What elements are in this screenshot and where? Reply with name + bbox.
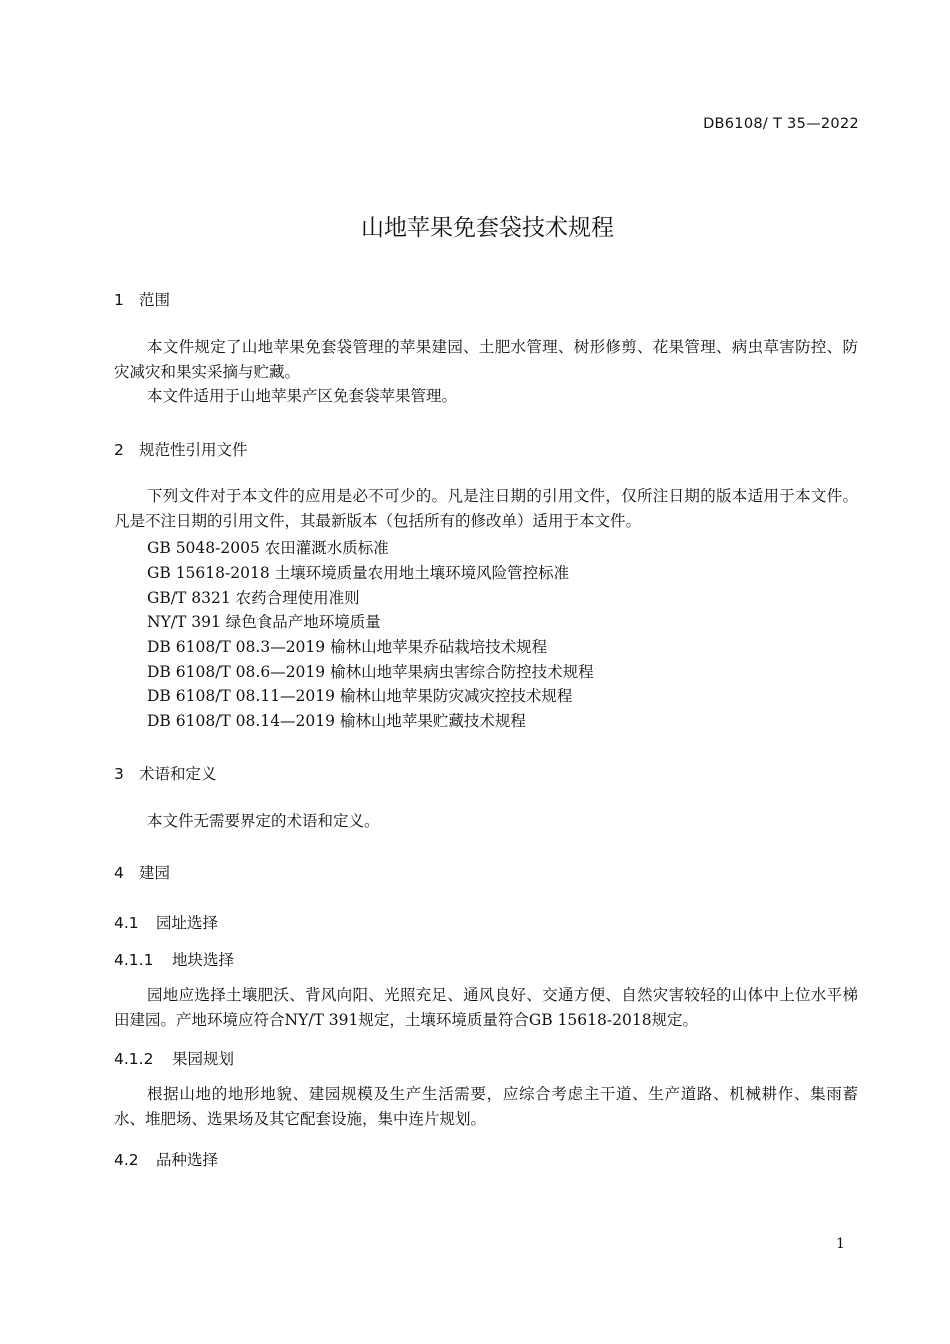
- site-selection-paragraph: 园地应选择土壤肥沃、背风向阳、光照充足、通风良好、交通方便、自然灾害较轻的山体中上位水平梯田建园。产地环境应符合NY/T 391规定，土壤环境质量符合GB 15618-2018规定。: [114, 986, 858, 1029]
- section-title: 建园: [139, 864, 171, 882]
- page-number: 1: [836, 1236, 845, 1252]
- section-heading-1: [114, 288, 170, 310]
- subsection-heading-4-2: [114, 1148, 218, 1170]
- terms-paragraph: 本文件无需要界定的术语和定义。: [147, 812, 380, 830]
- section-title: 地块选择: [172, 951, 235, 969]
- subsection-heading-4-1: [114, 911, 218, 933]
- section-number: 3: [114, 765, 124, 783]
- reference-item: NY/T 391 绿色食品产地环境质量: [147, 613, 381, 631]
- section-number: 4: [114, 864, 124, 882]
- section-number: 1: [114, 291, 124, 309]
- reference-item: GB 5048-2005 农田灌溉水质标准: [147, 539, 389, 557]
- reference-item: GB 15618-2018 土壤环境质量农用地土壤环境风险管控标准: [147, 564, 570, 582]
- orchard-planning-paragraph: 根据山地的地形地貌、建园规模及生产生活需要，应综合考虑主干道、生产道路、机械耕作、集雨蓄水、堆肥场、选果场及其它配套设施，集中连片规划。: [114, 1085, 858, 1128]
- reference-item: DB 6108/T 08.11—2019 榆林山地苹果防灾减灾控技术规程: [147, 687, 573, 705]
- section-title: 果园规划: [172, 1050, 235, 1068]
- section-number: 4.2: [114, 1151, 139, 1169]
- scope-paragraph-2: 本文件适用于山地苹果产区免套袋苹果管理。: [147, 387, 458, 405]
- section-title: 术语和定义: [139, 765, 217, 783]
- reference-item: DB 6108/T 08.14—2019 榆林山地苹果贮藏技术规程: [147, 712, 526, 730]
- section-title: 范围: [139, 291, 171, 309]
- subsection-heading-4-1-1: [114, 948, 234, 970]
- section-title: 园址选择: [156, 914, 219, 932]
- page-title: 山地苹果免套袋技术规程: [361, 215, 614, 241]
- section-number: 4.1.1: [114, 951, 154, 969]
- section-number: 4.1: [114, 914, 139, 932]
- section-heading-3: [114, 762, 217, 784]
- document-code: DB6108/ T 35—2022: [703, 116, 859, 132]
- section-title: 规范性引用文件: [139, 441, 248, 459]
- section-heading-4: [114, 861, 170, 883]
- subsection-heading-4-1-2: [114, 1047, 234, 1069]
- reference-item: GB/T 8321 农药合理使用准则: [147, 589, 360, 607]
- section-number: 4.1.2: [114, 1050, 154, 1068]
- section-heading-2: [114, 438, 248, 460]
- section-number: 2: [114, 441, 124, 459]
- scope-paragraph-1: 本文件规定了山地苹果免套袋管理的苹果建园、土肥水管理、树形修剪、花果管理、病虫草害防控、防灾减灾和果实采摘与贮藏。: [114, 338, 858, 381]
- reference-item: DB 6108/T 08.6—2019 榆林山地苹果病虫害综合防控技术规程: [147, 663, 594, 681]
- reference-item: DB 6108/T 08.3—2019 榆林山地苹果乔砧栽培技术规程: [147, 638, 548, 656]
- normative-references-paragraph: 下列文件对于本文件的应用是必不可少的。凡是注日期的引用文件，仅所注日期的版本适用于本文件。凡是不注日期的引用文件，其最新版本（包括所有的修改单）适用于本文件。: [114, 487, 858, 530]
- section-title: 品种选择: [156, 1151, 219, 1169]
